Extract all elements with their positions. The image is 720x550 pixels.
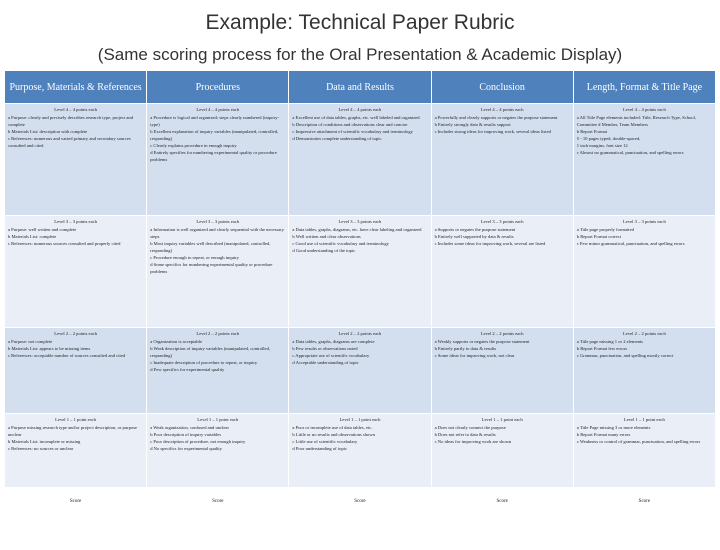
criterion-item: b Well written and clear observations [292,233,361,239]
column-header: Data and Results [289,71,431,104]
criterion-item: c Appropriate use of scientific vocabulary [292,352,370,358]
criterion-item: a Weak organization, confused and unclear [150,425,229,431]
rubric-cell [147,215,289,327]
criterion-item: a Organization is acceptable [150,338,203,344]
criterion-item: a Purpose missing research type and/or project description, or purpose unclear [8,425,138,438]
score-cell: Score [5,488,147,515]
score-row [5,488,716,515]
criterion-item: a Poor or incomplete use of data tables, etc. [292,425,373,431]
rubric-table [4,70,716,515]
score-cell: Score [289,488,431,515]
criterion-item: c Grammar, punctuation, and spelling mostly correct [576,352,674,358]
criterion-item: b Entirely strongly data & results support [434,122,511,127]
column-header: Procedures [147,71,289,104]
level-label: Level 3 – 3 points each [480,218,524,224]
rubric-cell [289,414,431,488]
criterion-item: a Title Page missing 3 or more elements [576,425,651,431]
rubric-body [5,104,716,515]
criterion-item: c Weakness or control of grammar, punctuation, and spelling errors [576,439,701,445]
criterion-item: a Purpose: not complete [8,338,53,344]
score-cell: Score [431,488,573,515]
level-label: Level 1 – 1 point each [55,417,97,423]
rubric-cell [431,215,573,327]
criterion-item: b Few results or observations noted [292,345,358,351]
header-row [5,71,716,104]
level-label: Level 1 – 1 point each [481,417,523,423]
criterion-item: 1 inch margins, font size 12 [576,143,628,148]
criterion-item: a Does not clearly connect the purpose [434,425,506,431]
criterion-item: a Supports or negates the purpose statement [434,226,516,232]
criterion-item: b Description of conditions and observations clear and concise [292,122,408,127]
score-cell: Score [147,488,289,515]
criterion-item: a Data tables, graphs, diagrams, etc. have clear labeling and organized [292,226,422,232]
criterion-item: c References: acceptable number of sources consulted and cited [8,352,126,358]
criterion-item: b Does not refer to data & results [434,432,496,438]
rubric-cell [431,104,573,216]
level-label: Level 4 – 4 points each [480,107,524,112]
criterion-item: c Includes some ideas for improving work, several are listed [434,240,546,246]
criterion-item: c Procedure enough to repeat, or enough inquiry [150,254,239,260]
criterion-item: d Demonstrates complete understanding of topic [292,136,382,141]
criterion-item: b Materials List: description with complete [8,129,88,134]
criterion-item: c Good use of scientific vocabulary and terminology [292,240,389,246]
rubric-cell [5,104,147,216]
level-label: Level 2 – 2 points each [196,330,240,336]
rubric-cell [5,414,147,488]
criterion-item: c No ideas for improving work are shown [434,439,512,445]
rubric-cell [147,414,289,488]
column-header: Purpose, Materials & References [5,71,147,104]
level-label: Level 2 – 2 points each [480,330,524,336]
column-header: Conclusion [431,71,573,104]
criterion-item: b Most inquiry variables well described (manipulated, controlled, responding) [150,240,271,253]
criterion-item: d Poor understanding of topic [292,446,347,452]
criterion-item: c Some ideas for improving work, not clear [434,352,515,358]
rubric-cell [147,327,289,414]
criterion-item: b Little or no results and observations shown [292,432,375,438]
criterion-item: a Powerfully and clearly supports or negates the purpose statement [434,115,558,120]
criterion-item: b Report Format few errors [576,345,628,351]
level-label: Level 4 – 4 points each [623,107,666,112]
rubric-cell [573,414,715,488]
level-label: Level 2 – 2 points each [623,330,666,336]
criterion-item: a Title page properly formatted [576,226,634,232]
rubric-cell [573,327,715,414]
rubric-cell [5,215,147,327]
rubric-cell [431,414,573,488]
rubric-row [5,327,716,414]
rubric-cell [573,215,715,327]
criterion-item: a Data tables, graphs, diagrams are complete [292,338,375,344]
criterion-item: b Entirely partly to data & results [434,345,497,351]
criterion-item: c References: numerous sources consulted and properly cited [8,240,121,246]
criterion-item: b Excellent explanation of inquiry variables (manipulated, controlled, responding) [150,129,279,141]
rubric-row [5,104,716,216]
criterion-item: b Poor description of inquiry variables [150,432,221,438]
criterion-item: c References: no sources or unclear [8,446,74,452]
rubric-row [5,414,716,488]
criterion-item: a Title page missing 1 or 2 elements [576,338,643,344]
criterion-item: b Report Format correct [576,233,622,239]
page-subtitle: (Same scoring process for the Oral Presentation & Academic Display) [97,45,623,64]
criterion-item: c Impressive attachment of scientific vocabulary and terminology [292,129,413,134]
criterion-item: d Few specifics for experimental quality [150,366,225,372]
criterion-item: a Purpose: clearly and precisely describes research type, project and complete [8,115,133,127]
criterion-item: c Includes strong ideas for improving work, several ideas listed [434,129,551,134]
criterion-item: a Weakly supports or negates the purpose statement [434,338,530,344]
column-header: Length, Format & Title Page [573,71,715,104]
criterion-item: b Weak description of inquiry variables (manipulated, controlled, responding) [150,345,271,358]
level-label: Level 1 – 1 point each [623,417,665,423]
criterion-item: d Acceptable understanding of topic [292,359,359,365]
level-label: Level 2 – 2 points each [338,330,382,336]
criterion-item: d Some specifics for numbering experimental quality or procedure problems [150,261,273,274]
criterion-item: d No specifics for experimental quality [150,446,223,452]
criterion-item: c Inadequate description of procedure to repeat, or inquiry [150,359,258,365]
criterion-item: b Materials List: complete [8,233,57,239]
criterion-item: 5 - 10 pages typed, double-spaced, [576,136,641,141]
rubric-row [5,215,716,327]
criterion-item: a Excellent use of data tables, graphs, etc. well labeled and organized [292,115,420,120]
level-label: Level 3 – 3 points each [623,218,666,224]
level-label: Level 3 – 3 points each [54,218,97,224]
criterion-item: c Almost no grammatical, punctuation, and spelling errors [576,150,684,155]
criterion-item: b Materials List: incomplete or missing [8,439,81,445]
level-label: Level 1 – 1 point each [339,417,381,423]
criterion-item: a Procedure is logical and organized; steps clearly numbered (inquiry-type) [150,115,280,127]
rubric-cell [289,104,431,216]
level-label: Level 2 – 2 points each [54,330,97,336]
criterion-item: c Clearly explains procedure in enough inquiry [150,143,237,148]
level-label: Level 3 – 3 points each [196,218,240,224]
score-cell: Score [573,488,715,515]
rubric-cell [5,327,147,414]
rubric-cell [289,327,431,414]
level-label: Level 3 – 3 points each [338,218,382,224]
criterion-item: a All Title Page elements included: Title, Research Type, School, Committee # Member, Team Members [576,115,697,127]
rubric-cell [289,215,431,327]
criterion-item: c Little use of scientific vocabulary [292,439,358,445]
criterion-item: c Poor description of procedure, not enough inquiry [150,439,246,445]
criterion-item: b Report Format [576,129,608,134]
criterion-item: a Purpose: well written and complete [8,226,77,232]
level-label: Level 4 – 4 points each [196,107,240,112]
criterion-item: d Good understanding of the topic [292,247,356,253]
rubric-cell [147,104,289,216]
criterion-item: c Few minor grammatical, punctuation, and spelling errors [576,240,685,246]
criterion-item: b Report Format many errors [576,432,631,438]
level-label: Level 4 – 4 points each [54,107,97,112]
criterion-item: d Entirely specifies for numbering experimental quality or procedure problems [150,150,277,162]
criterion-item: c References: numerous and varied primary and secondary sources consulted and cited [8,136,131,148]
page-title: Example: Technical Paper Rubric [205,11,515,34]
criterion-item: b Entirely well supported by data & results [434,233,514,239]
title-block [0,10,720,66]
criterion-item: a Information is well organized and clearly sequential with the necessary steps [150,226,285,239]
criterion-item: b Materials List: appears to be missing items [8,345,91,351]
rubric-cell [431,327,573,414]
level-label: Level 4 – 4 points each [338,107,382,112]
rubric-cell [573,104,715,216]
level-label: Level 1 – 1 point each [197,417,239,423]
